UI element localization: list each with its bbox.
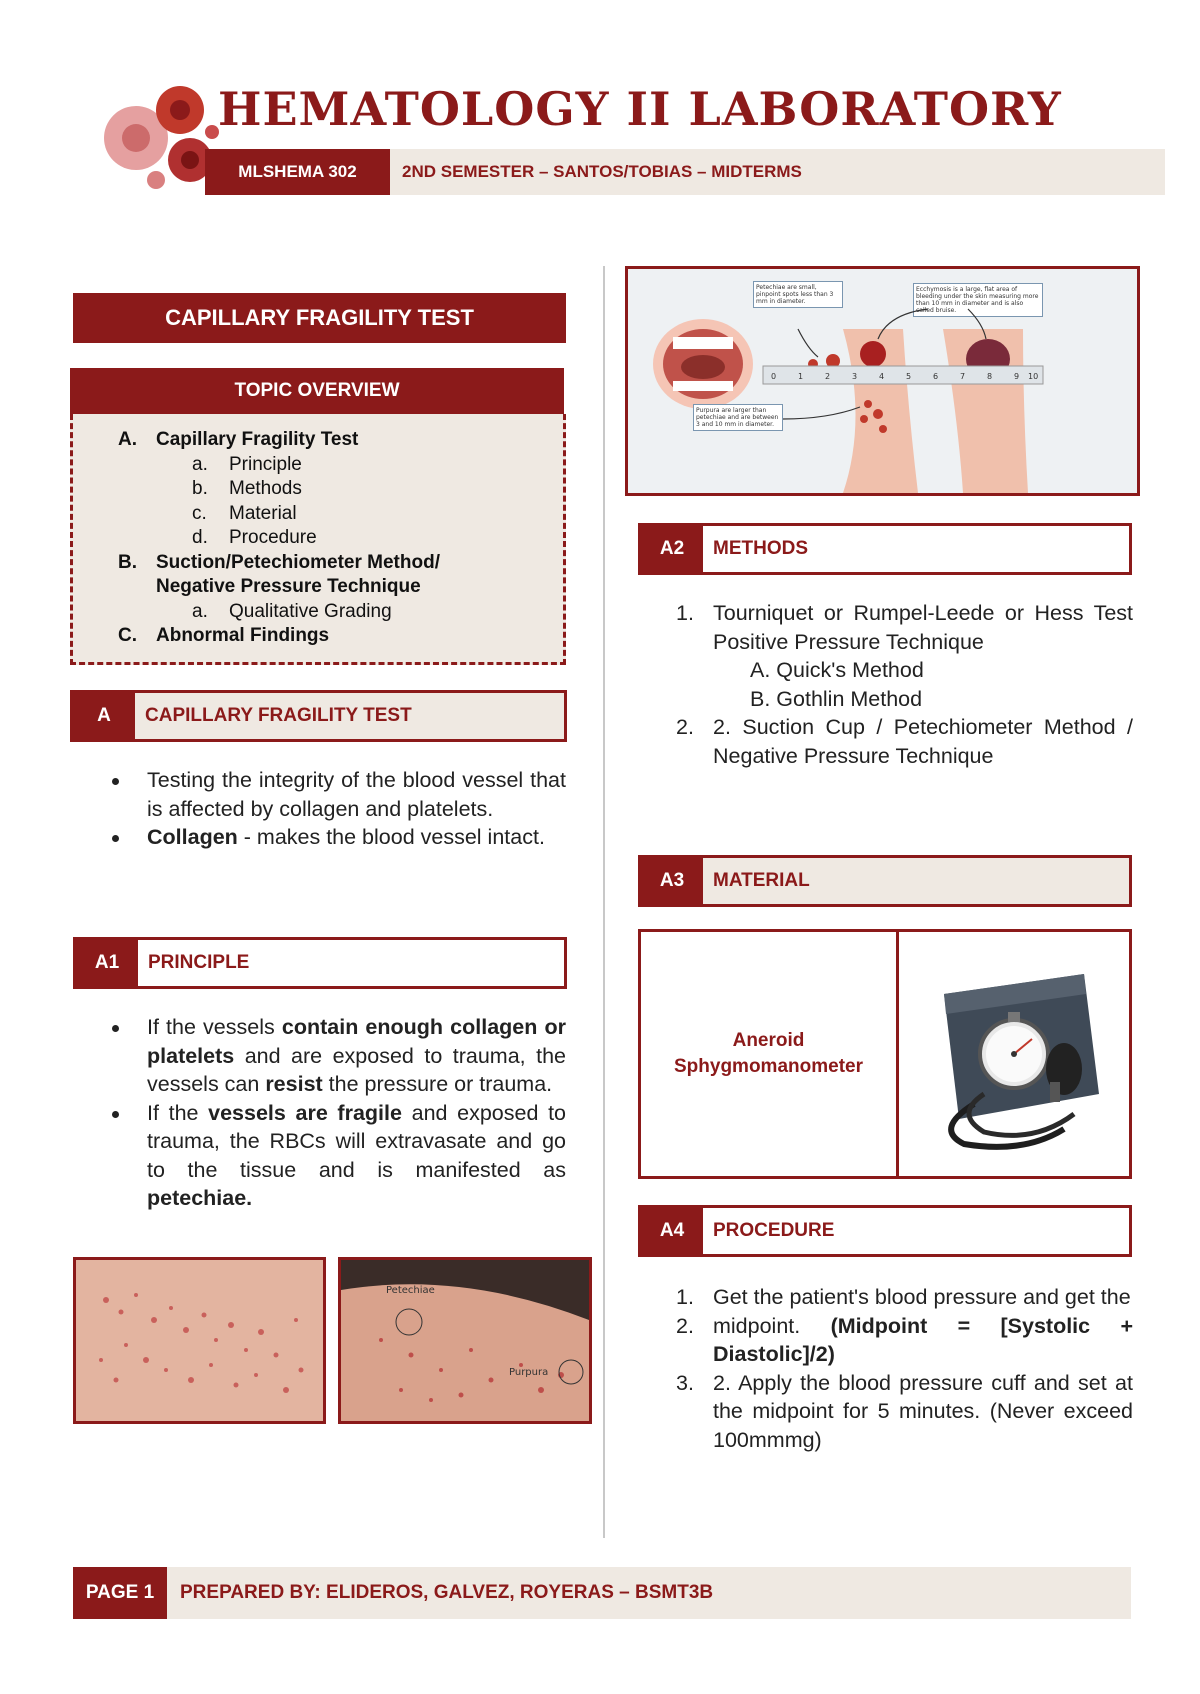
petechiae-purpura-photo [338,1257,592,1424]
ruler-tick: 3 [852,372,858,381]
outline-label: d. [192,527,208,548]
outline-subitem: Material [229,502,297,524]
section-tag: A3 [641,858,703,904]
outline-item: Negative Pressure Technique [156,576,421,597]
material-name: Aneroid Sphygmomanometer [641,932,899,1176]
section-a1-body [110,1013,566,1213]
page-title: HEMATOLOGY II LABORATORY [218,82,1062,136]
outline-label: a. [192,453,208,475]
outline-label: b. [192,478,208,499]
outline-label: a. [192,600,208,622]
outline-label: C. [118,625,137,646]
bullet-item: Collagen - makes the blood vessel intact. [110,823,566,852]
section-a1-header [73,937,567,989]
outline-subitem: Principle [229,453,302,475]
section-tag: A1 [76,940,138,986]
list-item: 3. 2. Apply the blood pressure cuff and set at the midpoint for 5 minutes. (Never exceed 100mmmg) [676,1370,1133,1452]
list-subitem: A. Quick's Method [750,658,924,682]
section-title: PRINCIPLE [148,952,250,973]
petechiae-label: Petechiae [386,1285,435,1296]
section-a-header [70,690,567,742]
section-title: CAPILLARY FRAGILITY TEST [135,693,564,739]
section-tag: A [73,693,135,739]
section-a4-header [638,1205,1132,1257]
list-item: 2. midpoint. (Midpoint = [Systolic + Diastolic]/2) [676,1313,1133,1366]
course-code: MLSHEMA 302 [205,149,390,195]
outline-subitem: Methods [229,478,302,499]
outline-label: c. [192,502,207,524]
topic-banner: CAPILLARY FRAGILITY TEST [73,293,566,343]
sphygmomanometer-photo [899,932,1129,1176]
page-number: PAGE 1 [73,1567,167,1619]
purpura-label: Purpura [509,1367,549,1378]
section-a2-body [676,599,1133,770]
material-table [638,929,1132,1179]
section-title: MATERIAL [703,858,1129,904]
prepared-by: PREPARED BY: ELIDEROS, GALVEZ, ROYERAS – BSMT3B [180,1582,714,1603]
column-divider [603,266,605,1538]
outline-item: Abnormal Findings [156,625,330,646]
ruler-tick: 5 [906,372,912,381]
ruler-tick: 6 [933,372,939,381]
bullet-item: Testing the integrity of the blood vessel that is affected by collagen and platelets. [110,766,566,823]
ruler-tick: 8 [987,372,993,381]
outline-label: B. [118,551,137,573]
list-subitem: B. Gothlin Method [750,686,923,711]
section-title: PROCEDURE [713,1220,835,1241]
list-item: 2. 2. Suction Cup / Petechiometer Method / Negative Pressure Technique [676,715,1133,768]
ruler-tick: 0 [771,372,777,381]
semester-info: 2ND SEMESTER – SANTOS/TOBIAS – MIDTERMS [402,162,802,181]
petechiae-skin-photo [73,1257,326,1424]
section-a2-header [638,523,1132,575]
ruler-tick: 2 [825,372,831,381]
section-tag: A4 [641,1208,703,1254]
bleeding-types-diagram [625,266,1140,496]
outline-subitem: Qualitative Grading [229,600,392,622]
section-a4-body [676,1283,1133,1454]
section-tag: A2 [641,526,703,572]
overview-list [118,428,440,649]
petechiae-note: Petechiae are small, pinpoint spots less than 3 mm in diameter. [753,281,843,308]
overview-heading: TOPIC OVERVIEW [70,368,564,414]
ruler-tick: 9 [1014,372,1020,381]
purpura-note: Purpura are larger than petechiae and are between 3 and 10 mm in diameter. [693,404,783,431]
ecchymosis-note: Ecchymosis is a large, flat area of bleeding under the skin measuring more than 10 mm in diameter and is also called bruise. [913,283,1043,317]
list-item: 1. Tourniquet or Rumpel-Leede or Hess Test Positive Pressure Technique [676,601,1133,654]
ruler-tick: 7 [960,372,966,381]
bullet-item: If the vessels are fragile and exposed to trauma, the RBCs will extravasate and go to the tissue and is manifested as petechiae. [110,1099,566,1213]
ruler-tick: 1 [798,372,804,381]
outline-subitem: Procedure [229,527,317,548]
ruler-tick: 10 [1028,372,1039,381]
blood-cells-logo [100,80,220,190]
list-item: 1. Get the patient's blood pressure and get the [676,1285,1131,1309]
section-a-body [110,766,566,852]
outline-label: A. [118,429,137,450]
bullet-item: If the vessels contain enough collagen or platelets and are exposed to trauma, the vessels can resist the pressure or trauma. [110,1013,566,1099]
outline-item: Suction/Petechiometer Method/ [156,551,440,573]
section-title: METHODS [713,538,808,559]
section-a3-header [638,855,1132,907]
outline-item: Capillary Fragility Test [156,429,359,450]
ruler-tick: 4 [879,372,885,381]
